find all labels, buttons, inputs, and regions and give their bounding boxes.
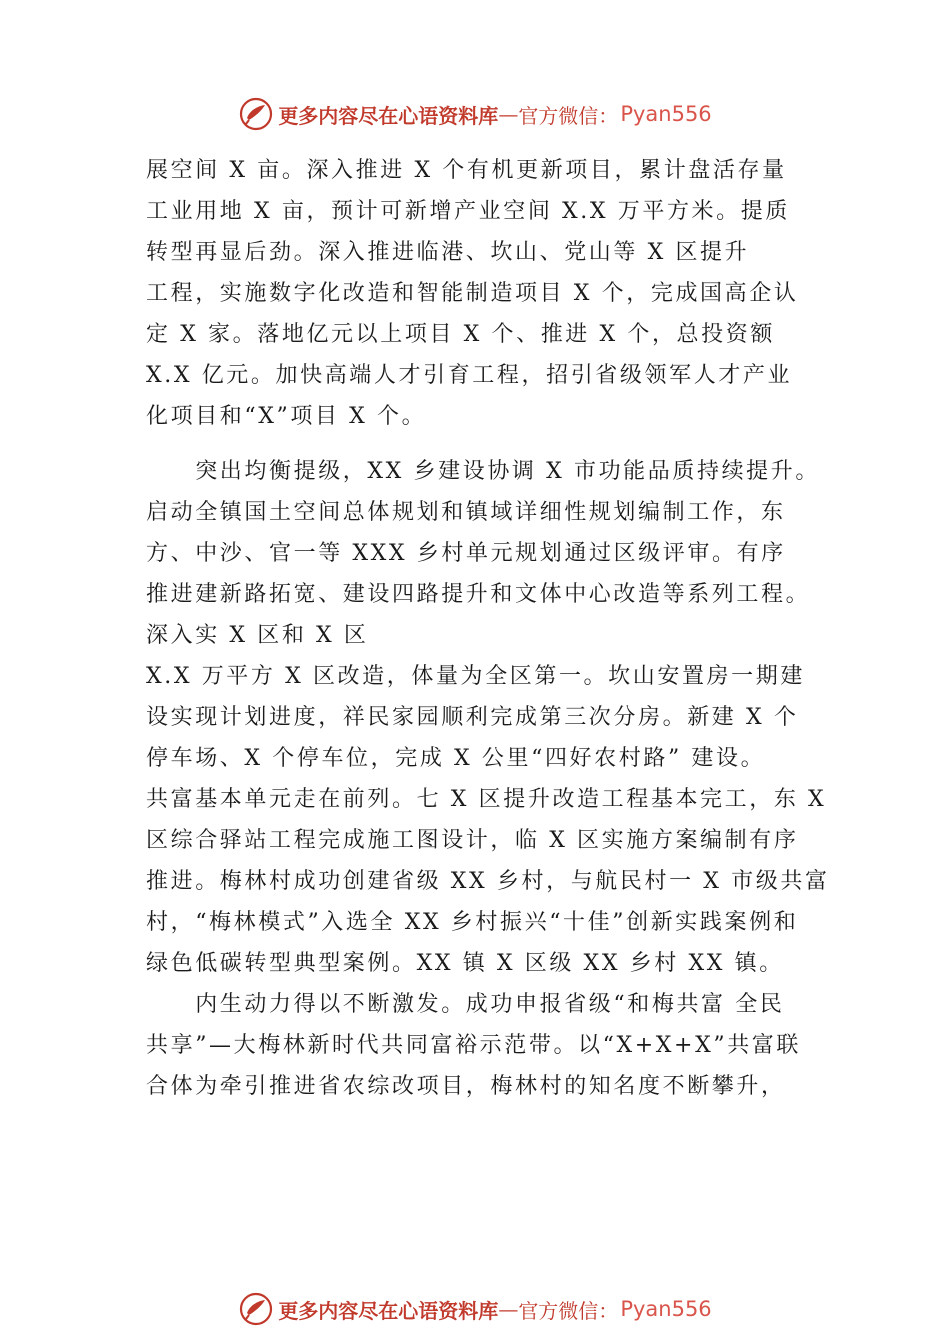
text-line: 内生动力得以不断激发。成功申报省级“和梅共富 全民 (146, 992, 785, 1017)
text-line: 启动全镇国土空间总体规划和镇域详细性规划编制工作，东 (146, 500, 786, 525)
text-line: 突出均衡提级，XX 乡建设协调 X 市功能品质持续提升。 (146, 459, 820, 484)
watermark-label: 官方微信： (518, 1298, 619, 1323)
text-line: 设实现计划进度，祥民家园顺利完成第三次分房。新建 X 个 (146, 705, 799, 730)
document-body (146, 150, 830, 1107)
text-line: 绿色低碳转型典型案例。XX 镇 X 区级 XX 乡村 XX 镇。 (146, 951, 784, 976)
text-line: 工业用地 X 亩，预计可新增产业空间 X.X 万平方米。提质 (146, 199, 790, 224)
text-line: 推进。梅林村成功创建省级 XX 乡村，与航民村一 X 市级共富 (146, 869, 830, 894)
paragraph-1 (146, 150, 826, 437)
paragraph-gap (146, 437, 826, 451)
text-line: 共富基本单元走在前列。七 X 区提升改造工程基本完工，东 X (146, 787, 827, 812)
text-line: 推进建新路拓宽、建设四路提升和文体中心改造等系列工程。 (146, 582, 811, 607)
text-line: 村，“梅林模式”入选全 XX 乡村振兴“十佳”创新实践案例和 (146, 910, 799, 935)
watermark-separator: — (498, 102, 519, 126)
pen-logo-icon (238, 96, 274, 132)
text-line: X.X 万平方 X 区改造，体量为全区第一。坎山安置房一期建 (146, 664, 805, 689)
watermark-site-text: 更多内容尽在心语资料库 (278, 103, 499, 128)
text-line: 展空间 X 亩。深入推进 X 个有机更新项目，累计盘活存量 (146, 158, 787, 183)
text-line: 方、中沙、官一等 XXX 乡村单元规划通过区级评审。有序 (146, 541, 786, 566)
text-line: 化项目和“X”项目 X 个。 (146, 404, 427, 429)
text-line: 停车场、X 个停车位，完成 X 公里“四好农村路” 建设。 (146, 746, 766, 771)
watermark-account: Pyan556 (620, 1297, 712, 1321)
header-watermark (0, 94, 950, 134)
footer-watermark (0, 1289, 950, 1329)
pen-logo-icon (238, 1291, 274, 1327)
text-line: 工程，实施数字化改造和智能制造项目 X 个，完成国高企认 (146, 281, 799, 306)
text-line: 转型再显后劲。深入推进临港、坎山、党山等 X 区提升 (146, 240, 750, 265)
text-line: 合体为牵引推进省农综改项目，梅林村的知名度不断攀升， (146, 1074, 786, 1099)
text-line: 共享”—大梅林新时代共同富裕示范带。以“X+X+X”共富联 (146, 1033, 801, 1058)
paragraph-2 (146, 451, 830, 1107)
watermark-separator: — (498, 1297, 519, 1321)
watermark-site-text: 更多内容尽在心语资料库 (278, 1298, 499, 1323)
watermark-label: 官方微信： (518, 103, 619, 128)
text-line: X.X 亿元。加快高端人才引育工程，招引省级领军人才产业 (146, 363, 793, 388)
watermark-account: Pyan556 (620, 102, 712, 126)
text-line: 区综合驿站工程完成施工图设计，临 X 区实施方案编制有序 (146, 828, 799, 853)
text-line: 深入实 X 区和 X 区 (146, 623, 369, 648)
text-line: 定 X 家。落地亿元以上项目 X 个、推进 X 个，总投资额 (146, 322, 775, 347)
